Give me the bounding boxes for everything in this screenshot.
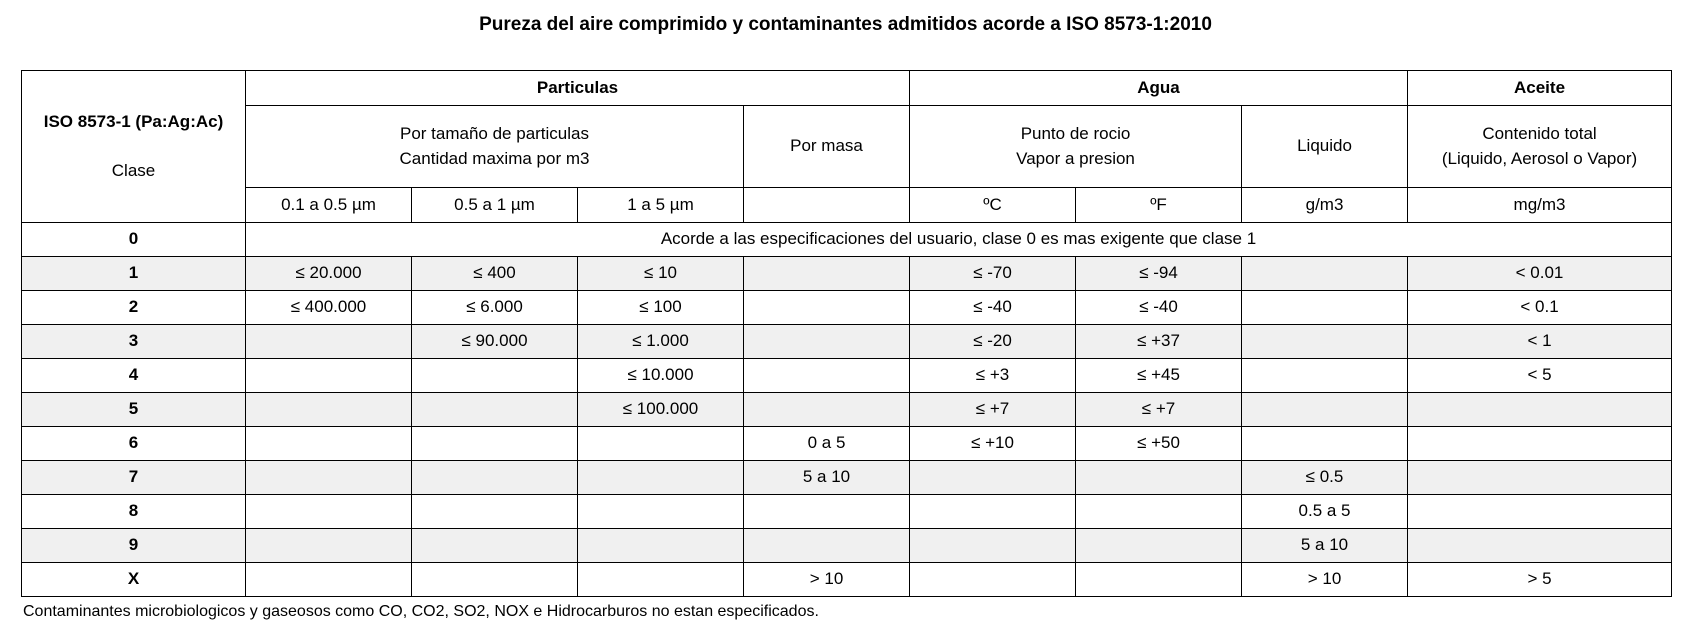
particles-0.1-0.5-cell	[246, 461, 412, 495]
particles-0.5-1-cell	[412, 529, 578, 563]
particles-0.5-1-cell	[412, 427, 578, 461]
particles-1-5-cell: ≤ 10	[578, 257, 744, 291]
liquido-header: Liquido	[1242, 106, 1408, 188]
dewpoint-f-cell: ≤ +45	[1076, 359, 1242, 393]
liquid-cell: ≤ 0.5	[1242, 461, 1408, 495]
mass-cell	[744, 495, 910, 529]
contenido-total-header	[1408, 106, 1672, 188]
liquid-cell: 0.5 a 5	[1242, 495, 1408, 529]
particles-0.5-1-cell	[412, 563, 578, 597]
oil-cell	[1408, 393, 1672, 427]
por-tamano-line1: Por tamaño de particulas	[400, 123, 589, 143]
table-row	[22, 427, 1672, 461]
liquid-cell	[1242, 427, 1408, 461]
unit-cell: g/m3	[1242, 188, 1408, 223]
table-row	[22, 563, 1672, 597]
unit-cell: ºF	[1076, 188, 1242, 223]
header-row-subgroups	[22, 106, 1672, 188]
particles-0.1-0.5-cell	[246, 529, 412, 563]
dewpoint-c-cell	[910, 563, 1076, 597]
dewpoint-c-cell	[910, 495, 1076, 529]
mass-cell	[744, 529, 910, 563]
mass-cell	[744, 291, 910, 325]
particles-0.1-0.5-cell	[246, 359, 412, 393]
header-row-units	[22, 188, 1672, 223]
page-title: Pureza del aire comprimido y contaminantes admitidos acorde a ISO 8573-1:2010	[479, 14, 1212, 35]
class-cell: 8	[22, 495, 246, 529]
particles-0.5-1-cell: ≤ 400	[412, 257, 578, 291]
dewpoint-f-cell: ≤ -40	[1076, 291, 1242, 325]
table-row	[22, 291, 1672, 325]
punto-rocio-header	[910, 106, 1242, 188]
particles-0.5-1-cell	[412, 393, 578, 427]
particles-1-5-cell	[578, 529, 744, 563]
particles-1-5-cell: ≤ 100.000	[578, 393, 744, 427]
unit-cell: 1 a 5 µm	[578, 188, 744, 223]
particles-0.1-0.5-cell: ≤ 20.000	[246, 257, 412, 291]
agua-header: Agua	[910, 71, 1408, 106]
class-cell: 9	[22, 529, 246, 563]
liquid-cell	[1242, 359, 1408, 393]
dewpoint-c-cell	[910, 461, 1076, 495]
oil-cell	[1408, 461, 1672, 495]
oil-cell: < 0.01	[1408, 257, 1672, 291]
liquid-cell: > 10	[1242, 563, 1408, 597]
iso-purity-table	[21, 70, 1672, 597]
table-row	[22, 325, 1672, 359]
particles-0.1-0.5-cell	[246, 495, 412, 529]
por-tamano-header	[246, 106, 744, 188]
particles-0.5-1-cell	[412, 495, 578, 529]
contenido-line2: (Liquido, Aerosol o Vapor)	[1441, 148, 1638, 168]
header-row-groups	[22, 71, 1672, 106]
mass-cell: 0 a 5	[744, 427, 910, 461]
dewpoint-f-cell	[1076, 563, 1242, 597]
class-cell: 4	[22, 359, 246, 393]
table-row	[22, 359, 1672, 393]
oil-cell: < 0.1	[1408, 291, 1672, 325]
particles-0.5-1-cell	[412, 461, 578, 495]
particles-0.1-0.5-cell	[246, 563, 412, 597]
particles-0.5-1-cell	[412, 359, 578, 393]
oil-cell: < 5	[1408, 359, 1672, 393]
class-cell: 3	[22, 325, 246, 359]
class-cell: 5	[22, 393, 246, 427]
mass-cell	[744, 393, 910, 427]
class-cell: 7	[22, 461, 246, 495]
unit-cell: 0.5 a 1 µm	[412, 188, 578, 223]
class-0-note: Acorde a las especificaciones del usuario, clase 0 es mas exigente que clase 1	[246, 223, 1672, 257]
class-cell: 6	[22, 427, 246, 461]
mass-cell	[744, 359, 910, 393]
dewpoint-f-cell: ≤ +7	[1076, 393, 1242, 427]
oil-cell: < 1	[1408, 325, 1672, 359]
punto-rocio-line1: Punto de rocio	[1020, 123, 1131, 143]
class-cell: 0	[22, 223, 246, 257]
unit-cell: mg/m3	[1408, 188, 1672, 223]
mass-cell	[744, 325, 910, 359]
table-row	[22, 529, 1672, 563]
particles-1-5-cell	[578, 495, 744, 529]
particles-0.1-0.5-cell	[246, 427, 412, 461]
unit-cell: ºC	[910, 188, 1076, 223]
particles-1-5-cell	[578, 563, 744, 597]
mass-cell: > 10	[744, 563, 910, 597]
particulas-header: Particulas	[246, 71, 910, 106]
contenido-line1: Contenido total	[1482, 123, 1597, 143]
dewpoint-c-cell	[910, 529, 1076, 563]
oil-cell	[1408, 495, 1672, 529]
table-row	[22, 461, 1672, 495]
particles-1-5-cell	[578, 461, 744, 495]
particles-0.5-1-cell: ≤ 6.000	[412, 291, 578, 325]
particles-0.5-1-cell: ≤ 90.000	[412, 325, 578, 359]
particles-0.1-0.5-cell	[246, 325, 412, 359]
clase-label: Clase	[111, 160, 156, 180]
iso-label: ISO 8573-1 (Pa:Ag:Ac)	[43, 111, 224, 131]
dewpoint-f-cell: ≤ -94	[1076, 257, 1242, 291]
oil-cell	[1408, 427, 1672, 461]
aceite-header: Aceite	[1408, 71, 1672, 106]
dewpoint-c-cell: ≤ -20	[910, 325, 1076, 359]
dewpoint-c-cell: ≤ -70	[910, 257, 1076, 291]
punto-rocio-line2: Vapor a presion	[1016, 148, 1135, 168]
por-masa-header: Por masa	[744, 106, 910, 188]
oil-cell	[1408, 529, 1672, 563]
liquid-cell	[1242, 257, 1408, 291]
class-cell: 2	[22, 291, 246, 325]
particles-1-5-cell	[578, 427, 744, 461]
mass-cell	[744, 257, 910, 291]
table-row	[22, 495, 1672, 529]
liquid-cell: 5 a 10	[1242, 529, 1408, 563]
particles-1-5-cell: ≤ 10.000	[578, 359, 744, 393]
unit-cell	[744, 188, 910, 223]
iso-class-header	[22, 71, 246, 223]
dewpoint-c-cell: ≤ +10	[910, 427, 1076, 461]
particles-1-5-cell: ≤ 1.000	[578, 325, 744, 359]
liquid-cell	[1242, 325, 1408, 359]
particles-0.1-0.5-cell: ≤ 400.000	[246, 291, 412, 325]
mass-cell: 5 a 10	[744, 461, 910, 495]
dewpoint-c-cell: ≤ -40	[910, 291, 1076, 325]
unit-cell: 0.1 a 0.5 µm	[246, 188, 412, 223]
class-cell: X	[22, 563, 246, 597]
dewpoint-f-cell	[1076, 529, 1242, 563]
table-row-class-0	[22, 223, 1672, 257]
dewpoint-c-cell: ≤ +3	[910, 359, 1076, 393]
table-row	[22, 257, 1672, 291]
por-tamano-line2: Cantidad maxima por m3	[399, 148, 590, 168]
particles-1-5-cell: ≤ 100	[578, 291, 744, 325]
footnote: Contaminantes microbiologicos y gaseosos como CO, CO2, SO2, NOX e Hidrocarburos no estan especificados.	[23, 603, 819, 620]
particles-0.1-0.5-cell	[246, 393, 412, 427]
table-row	[22, 393, 1672, 427]
oil-cell: > 5	[1408, 563, 1672, 597]
dewpoint-f-cell: ≤ +37	[1076, 325, 1242, 359]
dewpoint-f-cell: ≤ +50	[1076, 427, 1242, 461]
dewpoint-f-cell	[1076, 461, 1242, 495]
dewpoint-f-cell	[1076, 495, 1242, 529]
liquid-cell	[1242, 393, 1408, 427]
liquid-cell	[1242, 291, 1408, 325]
dewpoint-c-cell: ≤ +7	[910, 393, 1076, 427]
class-cell: 1	[22, 257, 246, 291]
